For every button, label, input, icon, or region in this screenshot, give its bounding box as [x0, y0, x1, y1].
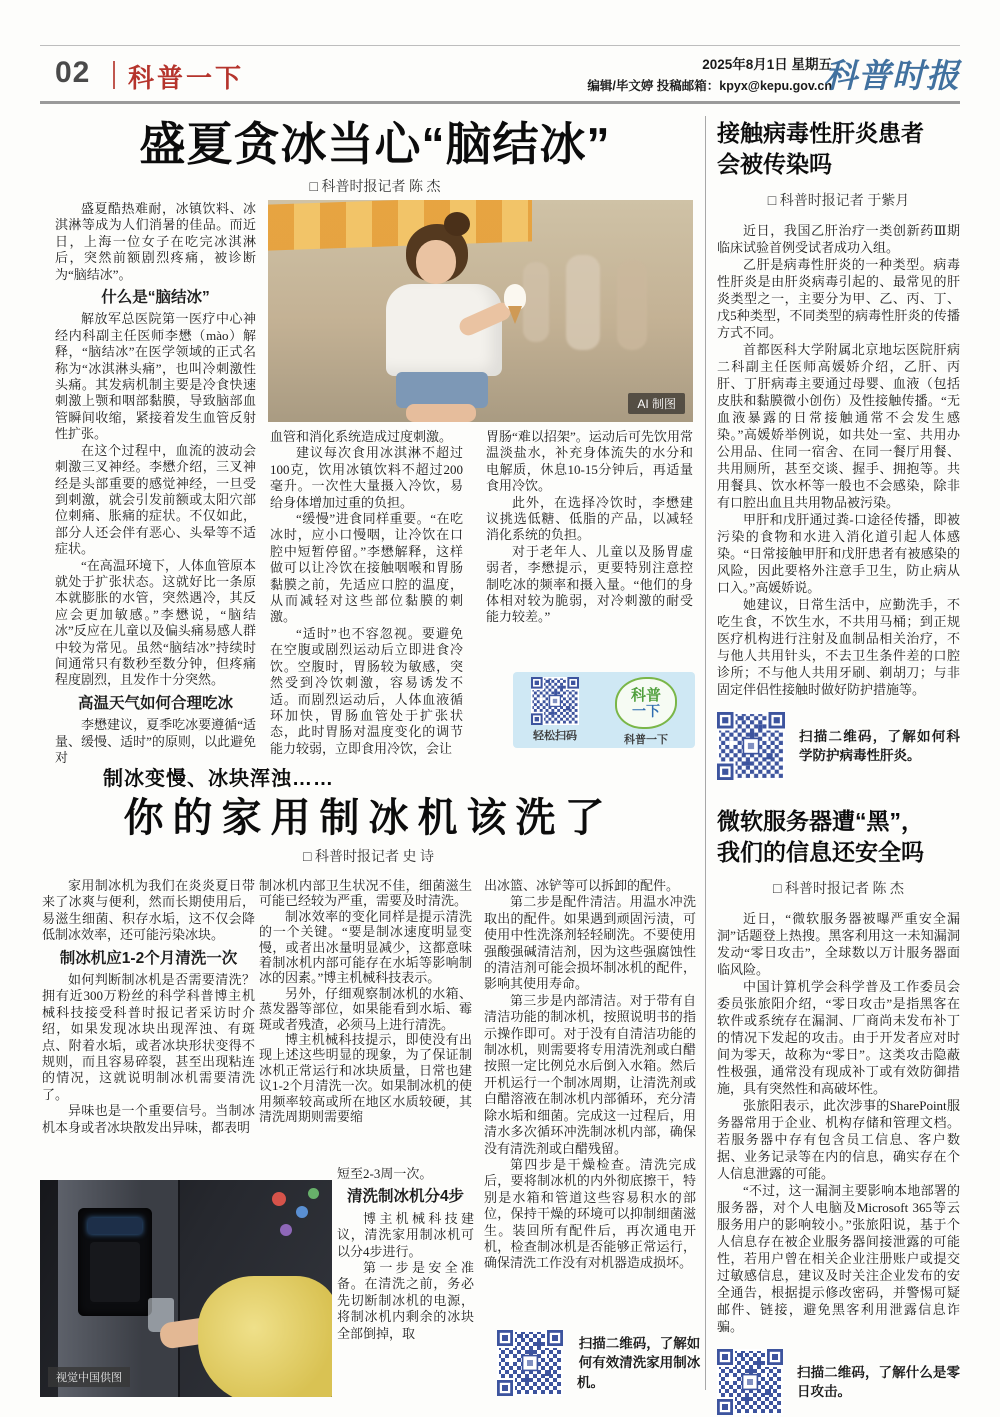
article2-headline: 你的家用制冰机该洗了 — [123, 796, 614, 840]
paragraph: 解放军总医院第一医疗中心神经内科副主任医师李懋（mào）解释，“脑结冰”在医学领域的正式名称为“冰淇淋头痛”，也叫冷刺激性头痛。其发病机制主要是冷食快速刺激上颚和咽部黏膜，导致脑部血管瞬间收缩，紧接着发生血管反射性扩张。 — [55, 311, 256, 442]
paragraph: 乙肝是病毒性肝炎的一种类型。病毒性肝炎是由肝炎病毒引起的、最常见的肝炎类型之一，主要分为甲、乙、丙、丁、戊5种类型，不同类型的病毒性肝炎的传播方式不同。 — [717, 257, 960, 340]
background-figure-shape — [523, 262, 549, 342]
paragraph: 第三步是内部清洁。对于带有自清洁功能的制冰机，按照说明书的指示操作即可。对于没有自清洁功能的制冰机，则需要将专用清洗剂或白醋按照一定比例兑水后倒入水箱。然后开机运行一个制冰周期，让清洗剂或白醋溶液在制冰机内部循环，充分清除水垢和细菌。完成这一过程后，用清水多次循环冲洗制冰机内部，确保没有清洗剂或白醋残留。 — [484, 992, 696, 1156]
logo-text: 科普 — [630, 686, 661, 704]
paragraph: “适时”也不容忽视。要避免在空腹或剧烈运动后立即进食冷饮。空腹时，胃肠较为敏感，突然受到冷饮刺激，容易诱发不适。而剧烈运动后，人体血液循环加快，胃肠血管处于扩张状态，此时胃肠对温度变化的调节能力较弱，立即食用冷饮，会让 — [270, 625, 463, 756]
logo-text: 一下 — [632, 702, 660, 719]
kepu-flower-logo-icon — [615, 677, 677, 729]
subheading: 制冰机应1-2个月清洗一次 — [59, 949, 238, 967]
magnet-shape — [272, 1192, 286, 1206]
paragraph: 中国计算机学会科学普及工作委员会委员张旅阳介绍，“零日攻击”是指黑客在软件或系统存在漏洞、厂商尚未发布补丁的情况下发起的攻击。由于开发者应对时间为零天，故称为“零日”。这类攻击隐蔽性极强，通常没有现成补丁或有效防御措施，具有突然性和高破坏性。 — [717, 979, 960, 1096]
subheading: 高温天气如何合理吃冰 — [77, 694, 233, 712]
background-figure-shape — [566, 255, 600, 350]
paragraph: 制冰机内部卫生状况不佳，细菌滋生可能已经较为严重，需要及时清洗。 — [259, 878, 472, 909]
paragraph: 建议每次食用冰淇淋不超过100克，饮用冰镇饮料不超过200毫升。一次性大量摄入冷饮，易给身体增加过重的负担。 — [270, 445, 463, 510]
qr-caption: 扫描二维码，了解如何科学防护病毒性肝炎。 — [799, 728, 960, 763]
paragraph: 张旅阳表示，此次涉事的SharePoint服务器常用于企业、机构存储和管理文档。若服务器中存有包含员工信息、客户数据、业务记录等在内的信息，确实存在个人信息泄露的可能。 — [717, 1098, 960, 1181]
paragraph: 第四步是干燥检查。清洗完成后，要将制冰机的内外彻底擦干，特别是水箱和管道这些容易积水的部位，保持干燥的环境可以抑制细菌滋生。装回所有配件后，再次通电开机，检查制冰机是否能够正常运行，确保清洗工作没有对机器造成损坏。 — [484, 1156, 696, 1271]
paragraph: 在这个过程中，血流的波动会刺激三叉神经。李懋介绍，三叉神经是头部重要的感觉神经，一旦受到刺激，就会引发前额或太阳穴部位刺痛、胀痛的症状。不仅如此，部分人还会伴有恶心、头晕等不适症状。 — [55, 442, 256, 557]
paragraph: 近日，“微软服务器被曝严重安全漏洞”话题登上热搜。黑客利用这一未知漏洞发动“零日攻击”，全球数以万计服务器面临风险。 — [717, 911, 960, 977]
paragraph: 博主机械科技建议，清洗家用制冰机可以分4步进行。 — [337, 1210, 474, 1259]
woman-shorts-shape — [396, 372, 488, 408]
article-microsoft-body — [717, 910, 960, 1335]
article2-byline: □ 科普时报记者 史 诗 — [303, 850, 434, 865]
photo-credit-label: AI 制图 — [628, 393, 685, 414]
magnet-shape — [280, 1224, 292, 1236]
paragraph: 家用制冰机为我们在炎炎夏日带来了冰爽与便利，然而长期使用后，易滋生细菌、积存水垢，这不仅会降低制冰效率，还可能污染冰块。 — [42, 878, 255, 943]
article-hepatitis-title-line2: 会被传染吗 — [717, 151, 832, 177]
paragraph: 第二步是配件清洁。用温水冲洗取出的配件。如果遇到顽固污渍，可使用中性洗涤剂轻轻刷洗。不要使用强酸强碱清洁剂，因为这些强腐蚀性的清洁剂可能会损坏制冰机的配件，影响其使用寿命。 — [484, 894, 696, 992]
magnet-shape — [296, 1206, 308, 1218]
qr-caption: 轻松扫码 — [533, 730, 577, 742]
woman-hair-bun-shape — [444, 212, 470, 236]
article1-column-3 — [486, 429, 693, 626]
paragraph: 近日，我国乙肝治疗一类创新药Ⅲ期临床试验首例受试者成功入组。 — [717, 223, 960, 255]
article2-column-2-narrow — [337, 1166, 474, 1342]
article-microsoft-qr-row — [717, 1349, 960, 1415]
magnet-shape — [308, 1188, 319, 1199]
qr-caption: 科普一下 — [624, 734, 668, 746]
paragraph: 博主机械科技提示，即使没有出现上述这些明显的现象，为了保证制冰机正常运行和冰块质量，日常也建议1-2个月清洗一次。如果制冰机的使用频率较高或所在地区水质较硬，其清洗周期则需要缩 — [259, 1032, 472, 1125]
paragraph: 对于老年人、儿童以及肠胃虚弱者，李懋提示，更要特别注意控制吃冰的频率和摄入量。“他们的身体相对较为脆弱，对冷刺激的耐受能力较差。” — [486, 543, 693, 625]
editor-contact-line: 编辑/毕文婷 投稿邮箱：kpyx@kepu.gov.cn — [587, 79, 832, 93]
paragraph: “在高温环境下，人体血管原本就处于扩张状态。这就好比一条原本就膨胀的水管，突然遇冷，其反应会更加敏感。”李懋说，“脑结冰”反应在儿童以及偏头痛易感人群中较为常见。虽然“脑结冰”持续时间通常只有数秒至数分钟，但疼痛程度剧烈，且发作十分突然。 — [55, 557, 256, 688]
qr-caption: 扫描二维码，了解什么是零日攻击。 — [797, 1364, 960, 1399]
header-bottom-rule — [40, 101, 960, 104]
article2-column-3 — [484, 878, 696, 1272]
article-microsoft-title-line2: 我们的信息还安全吗 — [717, 839, 924, 865]
header-top-rule — [40, 45, 960, 46]
paragraph: 她建议，日常生活中，应勤洗手，不吃生食，不饮生水，不共用马桶；到正规医疗机构进行注射及血制品相关治疗，不与他人共用针头，不去卫生条件差的口腔诊所；不与他人共用牙刷、剃胡刀；与非固定伴侣性接触时做好防护措施等。 — [717, 597, 960, 697]
paragraph: 首都医科大学附属北京地坛医院肝病二科副主任医师高媛娇介绍，乙肝、丙肝、丁肝病毒主要通过母婴、血液（包括皮肤和黏膜微小创伤）及性接触传播。“无血液暴露的日常接触通常不会发生感染。”高媛娇举例说，如共处一室、共用办公用品、住同一宿舍、在同一餐厅用餐、共用厕所，甚至交谈、握手、拥抱等。共用餐具、饮水杯等一般也不会感染，除非有口腔出血且共用物品被污染。 — [717, 342, 960, 510]
photo-ice-machine — [40, 1180, 332, 1397]
article-hepatitis — [717, 118, 960, 780]
awning-shape — [268, 200, 532, 251]
woman-shirt-shape — [386, 284, 502, 376]
article2-kicker: 制冰变慢、冰块浑浊…… — [103, 768, 334, 790]
paragraph: 此外，在选择冷饮时，李懋建议挑选低糖、低脂的产品，以减轻消化系统的负担。 — [486, 494, 693, 543]
subheading: 什么是“脑结冰” — [101, 289, 210, 307]
header-meta — [587, 53, 832, 94]
issue-date: 2025年8月1日 星期五 — [702, 57, 832, 72]
paragraph: 如何判断制冰机是否需要清洗？拥有近300万粉丝的科学科普博主机械科技接受科普时报记者采访时介绍，如果发现冰块出现浑浊、有斑点、附着水垢，或者冰块形状变得不规则，而且容易碎裂，甚至出现粘连的情况，这就说明制冰机需要清洗了。 — [42, 972, 255, 1102]
section-title: 科普一下 — [128, 63, 245, 93]
photo-credit-label: 视觉中国供图 — [48, 1367, 130, 1387]
column-divider — [705, 116, 706, 1390]
paragraph: “缓慢”进食同样重要。“在吃冰时，应小口慢咽，让冷饮在口腔中短暂停留。”李懋解释，这样做可以让冷饮在接触咽喉和胃肠黏膜之前，先适应口腔的温度，从而减轻对这些部位黏膜的刺激。 — [270, 511, 463, 625]
article-microsoft-title-line1: 微软服务器遭“黑”， — [717, 808, 924, 834]
dispenser-well-shape — [90, 1242, 140, 1302]
subheading: 清洗制冰机分4步 — [346, 1188, 465, 1206]
qr-cell-logo — [615, 677, 677, 747]
qr-cell-scan — [531, 677, 579, 743]
article-hepatitis-qr-row — [717, 712, 960, 780]
article1-column-2 — [270, 429, 463, 757]
article2-column-2 — [259, 878, 472, 1172]
page-number: 02 — [55, 56, 91, 89]
dispenser-display-shape — [88, 1218, 142, 1234]
qr-caption: 扫描二维码，了解如何有效清洗家用制冰机。 — [577, 1335, 701, 1390]
article1-column-1 — [55, 201, 256, 766]
background-figure-shape — [617, 260, 647, 350]
yellow-sleeve-shape — [198, 1276, 332, 1397]
paragraph: 制冰效率的变化同样是提示清洗的一个关键。“要是制冰速度明显变慢，或者出冰量明显减少，这都意味着制冰机内部可能存在水垢等影响制冰的因素。”博主机械科技表示。 — [259, 908, 472, 986]
header-divider-bar — [113, 61, 115, 89]
paragraph: 异味也是一个重要信号。当制冰机本身或者冰块散发出异味，都表明 — [42, 1103, 255, 1135]
scan-code-panel — [513, 672, 695, 748]
paragraph: 胃肠“难以招架”。运动后可先饮用常温淡盐水，补充身体流失的水分和电解质，休息10-15分钟后，再适量食用冷饮。 — [486, 429, 693, 494]
photo-woman-ice-cream — [268, 200, 693, 422]
article-hepatitis-body — [717, 222, 960, 698]
woman-legs-shape — [406, 404, 476, 422]
article-hepatitis-title-line1: 接触病毒性肝炎患者 — [717, 120, 924, 146]
woman-face-shape — [416, 240, 456, 284]
article-microsoft — [717, 806, 960, 1415]
paragraph: “不过，这一漏洞主要影响本地部署的服务器，对个人电脑及Microsoft 365等云服务用户的影响较小。”张旅阳说，基于个人信息存在被企业服务器间接泄露的可能性，若用户曾在相关企业注册账户或提交过敏感信息，建议及时关注企业发布的安全通告，根据提示修改密码，并警惕可疑邮件、链接，避免黑客利用泄露信息诈骗。 — [717, 1183, 960, 1334]
paragraph: 李懋建议，夏季吃冰要遵循“适量、缓慢、适时”的原则，以此避免对 — [55, 717, 256, 765]
qr-code-icon — [717, 1349, 783, 1415]
masthead-logo: 科普时报 — [824, 59, 960, 95]
article2-column-1 — [42, 878, 255, 1136]
qr-code-icon — [497, 1330, 563, 1396]
paragraph: 盛夏酷热难耐，冰镇饮料、冰淇淋等成为人们消暑的佳品。而近日，上海一位女子在吃完冰淇淋后，突然前额剧烈疼痛，被诊断为“脑结冰”。 — [55, 201, 256, 282]
qr-code-icon — [531, 677, 579, 725]
paragraph: 另外，仔细观察制冰机的水箱、蒸发器等部位，如果能看到水垢、霉斑或者残渣，必须马上进行清洗。 — [259, 985, 472, 1032]
paragraph: 第一步是安全准备。在清洗之前，务必先切断制冰机的电源，将制冰机内剩余的冰块全部倒掉，取 — [337, 1260, 474, 1341]
article2-qr-row — [497, 1330, 702, 1396]
qr-code-icon — [717, 712, 785, 780]
paragraph: 出冰篮、冰铲等可以拆卸的配件。 — [484, 878, 680, 893]
article-microsoft-byline: □ 科普时报记者 陈 杰 — [773, 882, 904, 897]
paragraph: 血管和消化系统造成过度刺激。 — [270, 429, 453, 444]
article1-headline: 盛夏贪冰当心“脑结冰” — [139, 118, 611, 170]
ice-cream-cone-shape — [508, 306, 522, 324]
article-hepatitis-byline: □ 科普时报记者 于紫月 — [767, 194, 910, 209]
paragraph: 甲肝和戊肝通过粪-口途径传播，即被污染的食物和水进入消化道引起人体感染。“日常接触甲肝和戊肝患者有被感染的风险，因此要格外注意手卫生，防止病从口入。”高媛娇说。 — [717, 512, 960, 595]
paragraph: 短至2-3周一次。 — [337, 1166, 433, 1181]
article1-byline: □ 科普时报记者 陈 杰 — [309, 180, 441, 195]
